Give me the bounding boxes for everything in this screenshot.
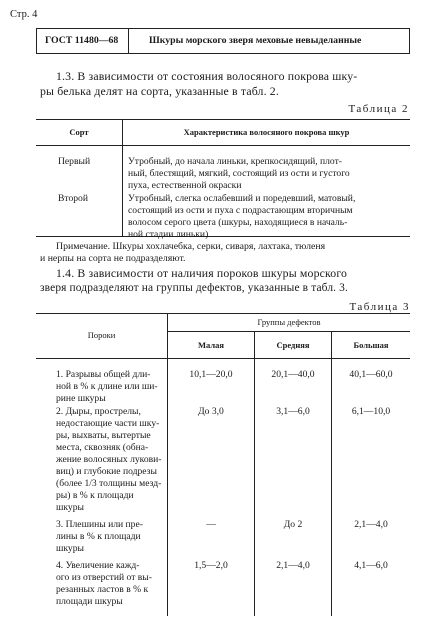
table2-header-sort: Сорт — [69, 127, 89, 137]
table2-row1-line3: пуха, естественной окраски — [128, 180, 242, 191]
clause-1-3-line1: 1.3. В зависимости от состояния волосяного покрова шку- — [56, 69, 358, 83]
table2-row2-line2: состоящий из ости и пуха с подрастающим вторичным — [128, 205, 353, 216]
table3-row4-line2: ого из отверстий от вы- — [56, 572, 152, 583]
table3-row4-large: 4,1—6,0 — [354, 560, 388, 571]
table2-row2-line3: волосом серого цвета (шкуры, находящиеся в началь- — [128, 217, 348, 228]
table3-row4-small: 1,5—2,0 — [194, 560, 228, 571]
table3-row2-line5: жение волосяных лукови- — [56, 454, 162, 465]
table3-row4-line3: резанных ластов в % к — [56, 584, 149, 595]
table3-row1-line3: рине шкуры — [56, 393, 106, 404]
table3-row1-medium: 20,1—40,0 — [271, 369, 315, 380]
table3-header-medium: Средняя — [276, 340, 310, 350]
table2-row1-sort: Первый — [58, 156, 91, 167]
table3-row1-large: 40,1—60,0 — [349, 369, 393, 380]
table3-header-small: Малая — [198, 340, 224, 350]
table2-header-characteristic: Характеристика волосяного покрова шкур — [183, 127, 350, 137]
table3-header-groups: Группы дефектов — [257, 317, 321, 327]
table3 — [36, 313, 410, 616]
table2-row1-line2: ный, блестящий, мягкий, состоящий из ости и густого — [128, 168, 350, 179]
table3-row2-line2: недостающие части шку- — [56, 418, 160, 429]
table3-row3-line1: 3. Плешины или пре- — [56, 519, 143, 530]
clause-1-4-line1: 1.4. В зависимости от наличия пороков шкуры морского — [56, 266, 348, 280]
table3-row3-small: — — [206, 519, 216, 530]
table2-row1-line1: Утробный, до начала линьки, крепкосидящий, плот- — [128, 156, 342, 167]
table3-header-defects: Пороки — [87, 330, 116, 340]
table3-row2-line7: (более 1/3 толщины мезд- — [56, 478, 162, 489]
table3-row2-line6: виц) и глубокие подрезы — [56, 466, 157, 477]
table2-row2-sort: Второй — [58, 193, 88, 204]
table3-row2-small: До 3,0 — [198, 406, 224, 417]
table2-caption: Таблица 2 — [348, 103, 409, 115]
table3-row3-large: 2,1—4,0 — [354, 519, 388, 530]
table3-row3-line2: лины в % к площади — [56, 531, 141, 542]
table3-row2-line9: шкуры — [56, 502, 84, 513]
table3-row3-line3: шкуры — [56, 543, 84, 554]
table3-caption: Таблица 3 — [349, 301, 410, 313]
note-line1: Примечание. Шкуры хохлачебка, серки, сиваря, лахтака, тюленя — [56, 241, 326, 252]
note-line2: и нерпы на сорта не подразделяют. — [40, 253, 186, 264]
table3-row1-line1: 1. Разрывы общей дли- — [56, 369, 151, 380]
table3-row2-line3: ры, выхваты, вытертые — [56, 430, 151, 441]
document-title: Шкуры морского зверя меховые невыделанные — [149, 35, 362, 46]
table3-row4-line1: 4. Увеличение кажд- — [56, 560, 140, 571]
page-number: Стр. 4 — [10, 9, 38, 20]
table3-row2-medium: 3,1—6,0 — [276, 406, 310, 417]
table2 — [36, 119, 410, 240]
standard-number: ГОСТ 11480—68 — [45, 35, 119, 46]
table3-row2-line4: места, сквозняк (обна- — [56, 442, 149, 453]
table3-row3-medium: До 2 — [283, 519, 303, 530]
table3-row4-medium: 2,1—4,0 — [276, 560, 310, 571]
clause-1-4-line2: зверя подразделяют на группы дефектов, указанные в табл. 3. — [40, 282, 349, 294]
table3-header-large: Большая — [353, 340, 389, 350]
table3-row2-line8: ры) в % к площади — [56, 490, 134, 501]
table3-row4-line4: площади шкуры — [56, 596, 123, 607]
table3-row2-large: 6,1—10,0 — [351, 406, 391, 417]
header-box — [36, 28, 410, 54]
table3-row1-small: 10,1—20,0 — [189, 369, 233, 380]
table3-row1-line2: ной в % к длине или ши- — [56, 381, 158, 392]
table2-row2-line4: ной стадии линьки) — [128, 229, 209, 240]
clause-1-3-line2: ры белька делят на сорта, указанные в табл. 2. — [40, 84, 279, 98]
table3-row2-line1: 2. Дыры, прострелы, — [56, 406, 141, 417]
table2-row2-line1: Утробный, слегка ослабевший и поредевший, матовый, — [128, 193, 356, 204]
